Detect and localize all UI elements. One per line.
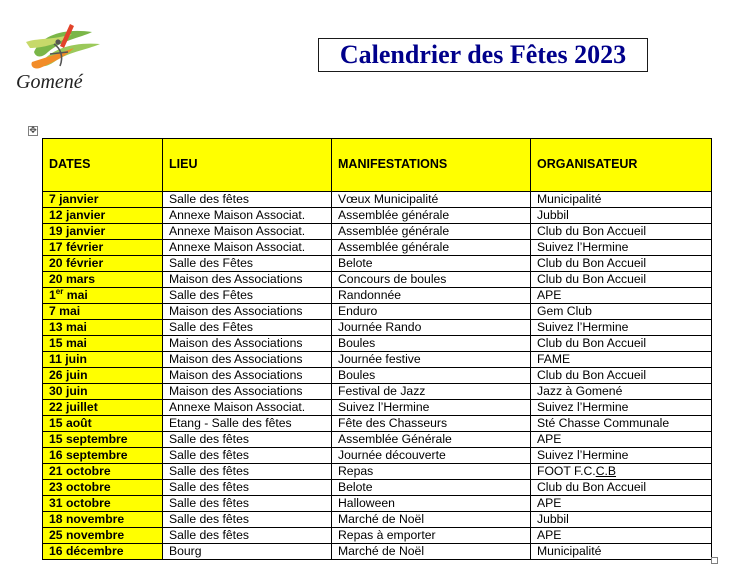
lieu-cell: Salle des fêtes xyxy=(163,448,332,464)
date-cell: 30 juin xyxy=(43,384,163,400)
header-dates: DATES xyxy=(43,139,163,192)
header-manifestations: MANIFESTATIONS xyxy=(332,139,531,192)
date-cell: 26 juin xyxy=(43,368,163,384)
organisateur-cell: Municipalité xyxy=(531,544,712,560)
date-cell: 18 novembre xyxy=(43,512,163,528)
lieu-cell: Maison des Associations xyxy=(163,336,332,352)
lieu-cell: Bourg xyxy=(163,544,332,560)
lieu-cell: Annexe Maison Associat. xyxy=(163,208,332,224)
organisateur-cell: FAME xyxy=(531,352,712,368)
lieu-cell: Maison des Associations xyxy=(163,352,332,368)
organisateur-cell: Gem Club xyxy=(531,304,712,320)
organisateur-cell: Sté Chasse Communale xyxy=(531,416,712,432)
table-row xyxy=(43,256,712,272)
lieu-cell: Annexe Maison Associat. xyxy=(163,240,332,256)
manifestation-cell: Belote xyxy=(332,480,531,496)
table-row xyxy=(43,384,712,400)
organisateur-cell: Suivez l’Hermine xyxy=(531,400,712,416)
date-cell: 25 novembre xyxy=(43,528,163,544)
table-row xyxy=(43,400,712,416)
table-row xyxy=(43,208,712,224)
manifestation-cell: Journée Rando xyxy=(332,320,531,336)
manifestation-cell: Festival de Jazz xyxy=(332,384,531,400)
manifestation-cell: Journée festive xyxy=(332,352,531,368)
manifestation-cell: Concours de boules xyxy=(332,272,531,288)
table-row xyxy=(43,512,712,528)
date-cell: 12 janvier xyxy=(43,208,163,224)
organisateur-cell: Suivez l’Hermine xyxy=(531,320,712,336)
table-row xyxy=(43,544,712,560)
manifestation-cell: Assemblée générale xyxy=(332,208,531,224)
date-cell: 7 mai xyxy=(43,304,163,320)
organisateur-cell: Club du Bon Accueil xyxy=(531,224,712,240)
organisateur-cell: Municipalité xyxy=(531,192,712,208)
header-organisateur: ORGANISATEUR xyxy=(531,139,712,192)
table-row xyxy=(43,320,712,336)
date-cell: 20 mars xyxy=(43,272,163,288)
manifestation-cell: Assemblée Générale xyxy=(332,432,531,448)
table-header-row xyxy=(43,139,712,192)
organisateur-cell: Club du Bon Accueil xyxy=(531,480,712,496)
resize-square-icon[interactable] xyxy=(711,557,718,564)
table-row xyxy=(43,240,712,256)
table-row xyxy=(43,272,712,288)
lieu-cell: Salle des fêtes xyxy=(163,464,332,480)
organisateur-cell: APE xyxy=(531,432,712,448)
lieu-cell: Annexe Maison Associat. xyxy=(163,400,332,416)
date-cell: 1er mai xyxy=(43,288,163,304)
organisateur-cell: Club du Bon Accueil xyxy=(531,256,712,272)
date-cell: 21 octobre xyxy=(43,464,163,480)
manifestation-cell: Marché de Noël xyxy=(332,512,531,528)
lieu-cell: Salle des fêtes xyxy=(163,480,332,496)
manifestation-cell: Marché de Noël xyxy=(332,544,531,560)
organisateur-cell: Jubbil xyxy=(531,208,712,224)
date-cell: 16 décembre xyxy=(43,544,163,560)
organisateur-cell: Suivez l’Hermine xyxy=(531,448,712,464)
header-lieu: LIEU xyxy=(163,139,332,192)
date-cell: 15 septembre xyxy=(43,432,163,448)
date-cell: 16 septembre xyxy=(43,448,163,464)
organisateur-cell: APE xyxy=(531,496,712,512)
organisateur-cell: Jazz à Gomené xyxy=(531,384,712,400)
lieu-cell: Maison des Associations xyxy=(163,304,332,320)
manifestation-cell: Assemblée générale xyxy=(332,240,531,256)
table-row xyxy=(43,288,712,304)
lieu-cell: Maison des Associations xyxy=(163,384,332,400)
lieu-cell: Salle des fêtes xyxy=(163,512,332,528)
date-cell: 15 août xyxy=(43,416,163,432)
date-cell: 20 février xyxy=(43,256,163,272)
date-cell: 31 octobre xyxy=(43,496,163,512)
organisateur-cell: FOOT F.C.C.B xyxy=(531,464,712,480)
organisateur-cell: Club du Bon Accueil xyxy=(531,336,712,352)
table-row xyxy=(43,336,712,352)
table-row xyxy=(43,368,712,384)
manifestation-cell: Vœux Municipalité xyxy=(332,192,531,208)
organisateur-cell: Club du Bon Accueil xyxy=(531,272,712,288)
date-cell: 13 mai xyxy=(43,320,163,336)
gomene-logo xyxy=(14,18,106,100)
lieu-cell: Salle des Fêtes xyxy=(163,320,332,336)
lieu-cell: Salle des fêtes xyxy=(163,432,332,448)
date-cell: 22 juillet xyxy=(43,400,163,416)
lieu-cell: Salle des Fêtes xyxy=(163,288,332,304)
lieu-cell: Salle des Fêtes xyxy=(163,256,332,272)
organisateur-cell: Suivez l’Hermine xyxy=(531,240,712,256)
manifestation-cell: Randonnée xyxy=(332,288,531,304)
date-cell: 15 mai xyxy=(43,336,163,352)
lieu-cell: Etang - Salle des fêtes xyxy=(163,416,332,432)
manifestation-cell: Boules xyxy=(332,368,531,384)
table-row xyxy=(43,192,712,208)
organisateur-cell: Club du Bon Accueil xyxy=(531,368,712,384)
lieu-cell: Maison des Associations xyxy=(163,368,332,384)
organisateur-cell: APE xyxy=(531,528,712,544)
page-title: Calendrier des Fêtes 2023 xyxy=(339,40,627,69)
organisateur-cell: APE xyxy=(531,288,712,304)
manifestation-cell: Suivez l’Hermine xyxy=(332,400,531,416)
date-cell: 7 janvier xyxy=(43,192,163,208)
move-arrows-icon[interactable]: ✥ xyxy=(29,126,37,136)
lieu-cell: Salle des fêtes xyxy=(163,192,332,208)
manifestation-cell: Repas xyxy=(332,464,531,480)
table-row xyxy=(43,224,712,240)
logo-text: Gomené xyxy=(16,71,83,93)
table-row xyxy=(43,304,712,320)
manifestation-cell: Journée découverte xyxy=(332,448,531,464)
table-row xyxy=(43,448,712,464)
table-row xyxy=(43,480,712,496)
lieu-cell: Maison des Associations xyxy=(163,272,332,288)
table-row xyxy=(43,528,712,544)
table-row xyxy=(43,416,712,432)
lieu-cell: Salle des fêtes xyxy=(163,496,332,512)
page-title-box xyxy=(318,38,648,72)
manifestation-cell: Fête des Chasseurs xyxy=(332,416,531,432)
lieu-cell: Annexe Maison Associat. xyxy=(163,224,332,240)
table-row xyxy=(43,464,712,480)
manifestation-cell: Enduro xyxy=(332,304,531,320)
lieu-cell: Salle des fêtes xyxy=(163,528,332,544)
manifestation-cell: Repas à emporter xyxy=(332,528,531,544)
date-cell: 19 janvier xyxy=(43,224,163,240)
manifestation-cell: Boules xyxy=(332,336,531,352)
manifestation-cell: Assemblée générale xyxy=(332,224,531,240)
manifestation-cell: Belote xyxy=(332,256,531,272)
date-cell: 11 juin xyxy=(43,352,163,368)
organisateur-cell: Jubbil xyxy=(531,512,712,528)
table-row xyxy=(43,496,712,512)
date-cell: 17 février xyxy=(43,240,163,256)
date-cell: 23 octobre xyxy=(43,480,163,496)
table-row xyxy=(43,432,712,448)
manifestation-cell: Halloween xyxy=(332,496,531,512)
events-table xyxy=(42,138,712,560)
table-row xyxy=(43,352,712,368)
